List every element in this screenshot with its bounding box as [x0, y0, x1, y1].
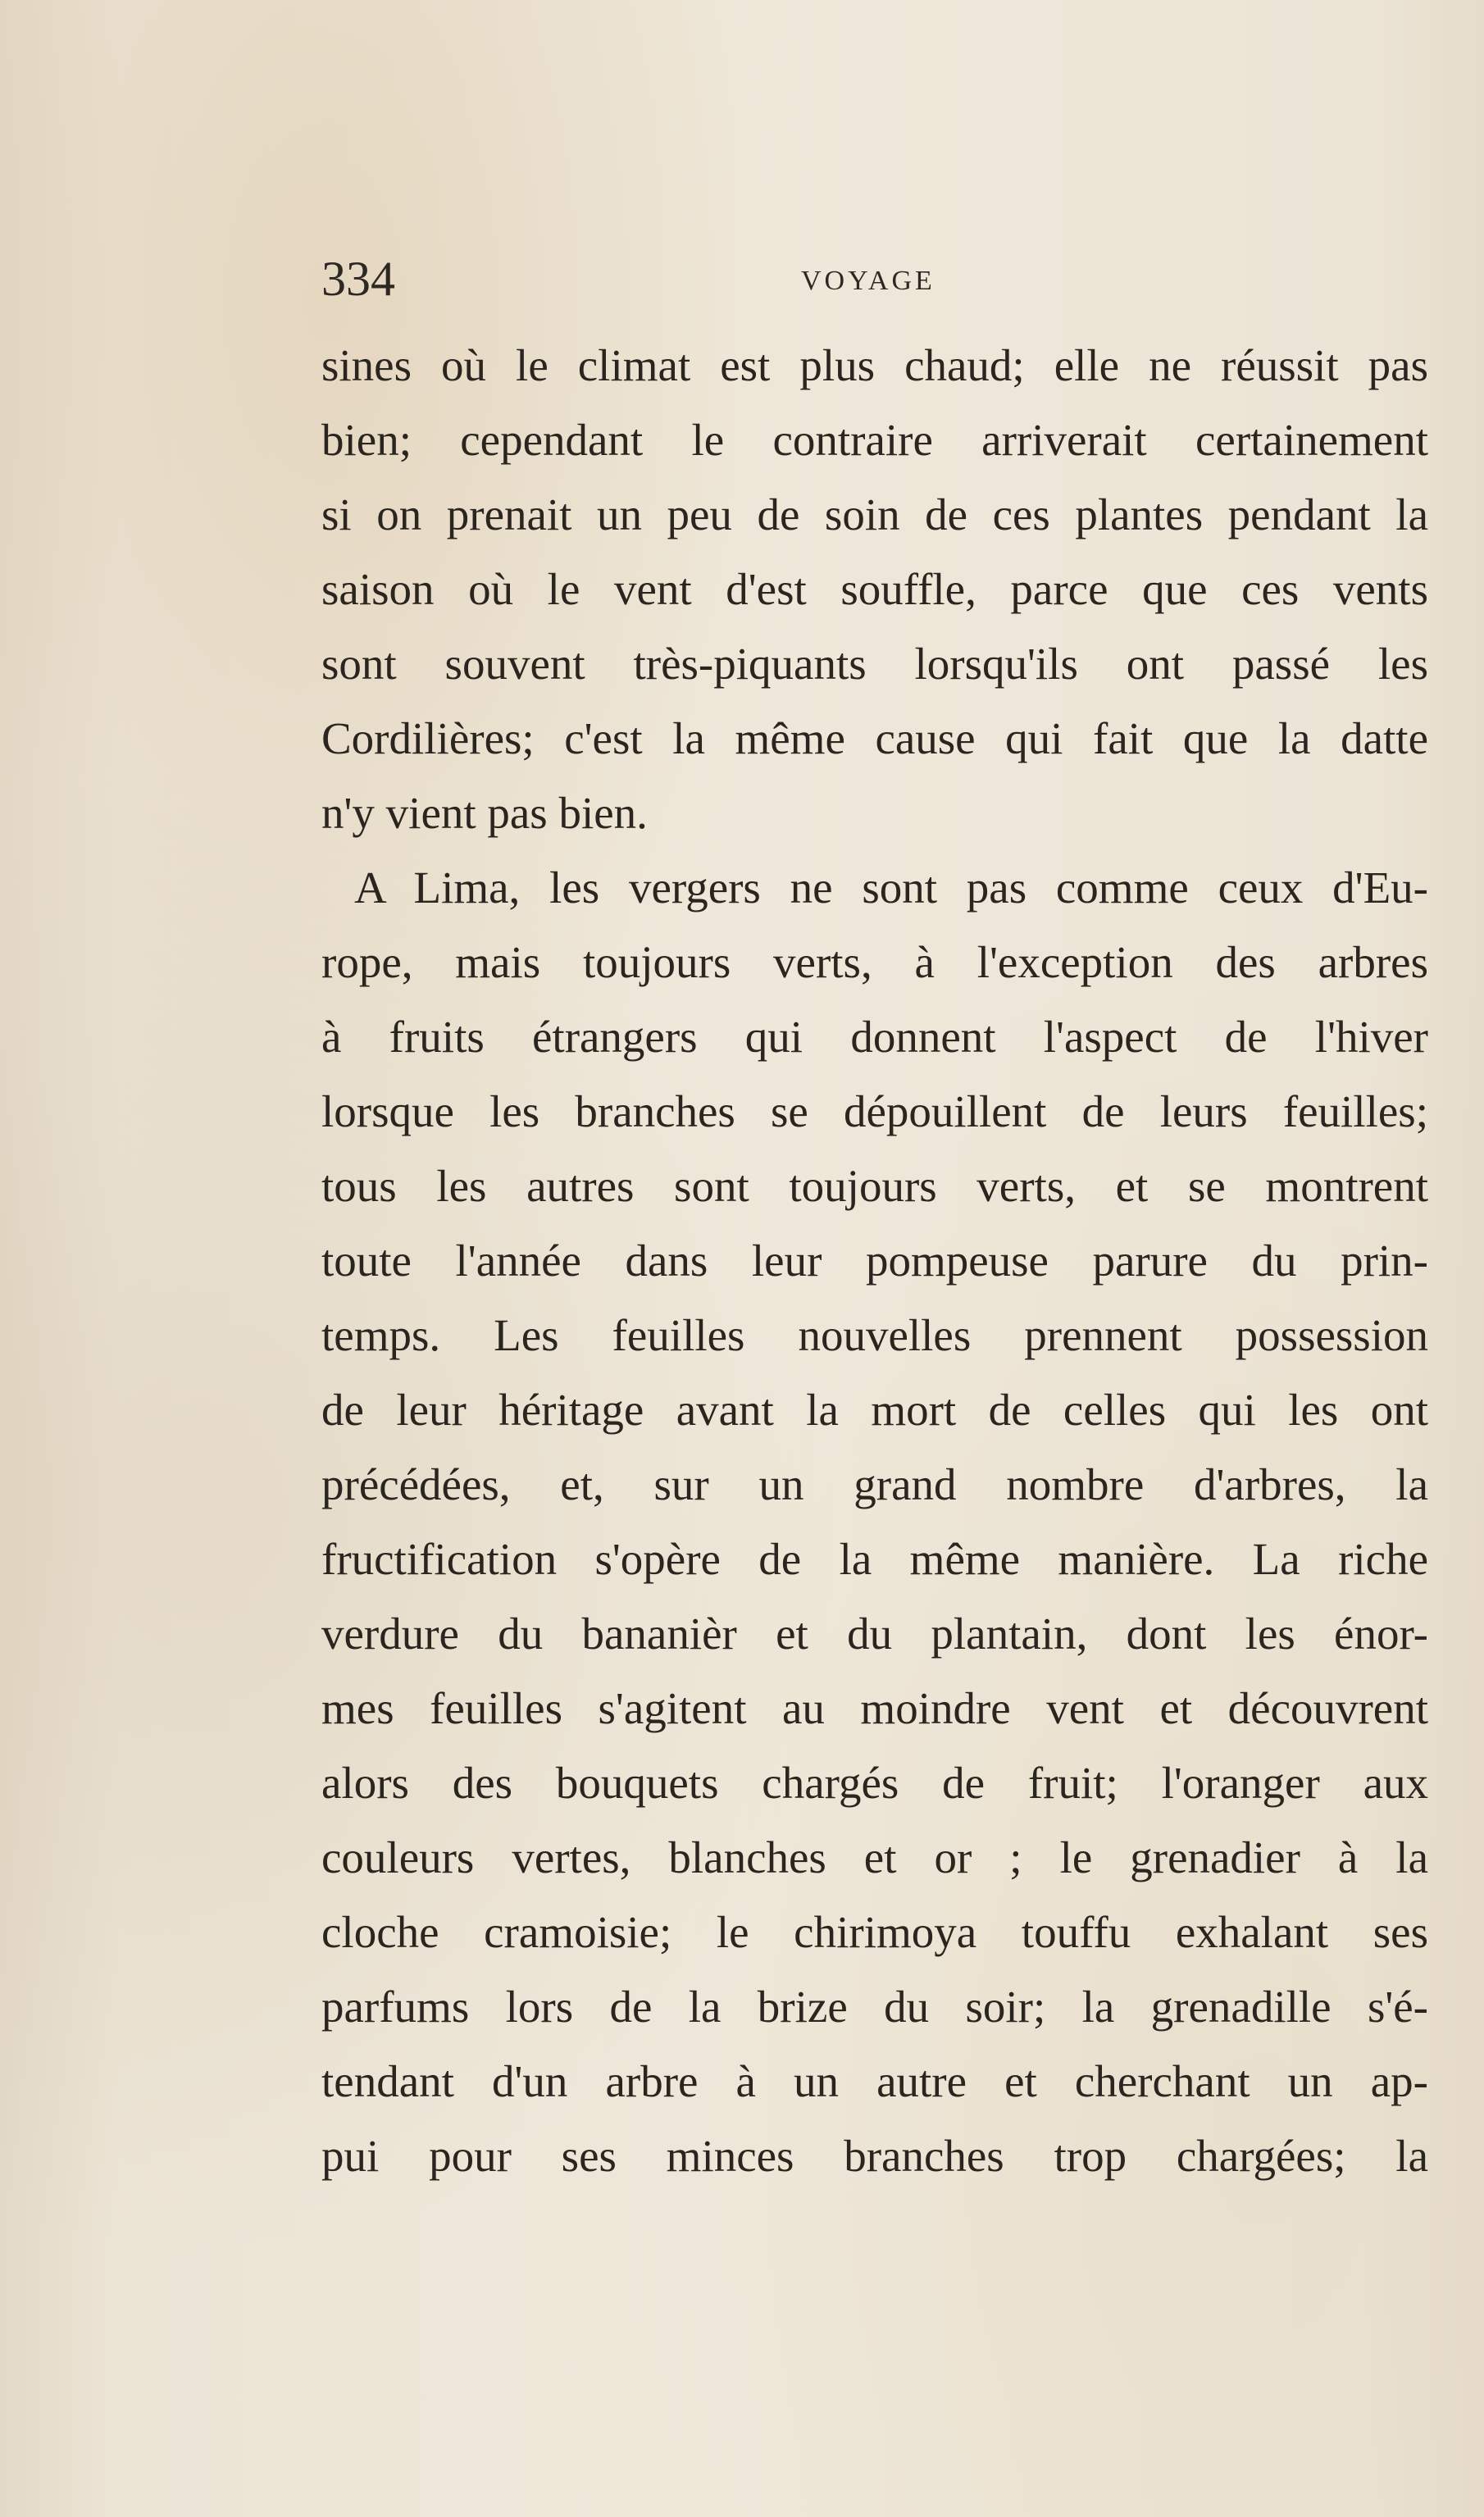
text-line: Cordilières; c'est la même cause qui fait que la datte [321, 713, 1428, 763]
text-line: cloche cramoisie; le chirimoya touffu exhalant ses [321, 1907, 1428, 1957]
text-line: sines où le climat est plus chaud; elle ne réussit pas [321, 340, 1428, 390]
running-head: VOYAGE [801, 266, 935, 296]
text-line: lorsque les branches se dépouillent de leurs feuilles; [321, 1086, 1428, 1136]
body-text [321, 328, 1428, 2193]
text-line: sont souvent très-piquants lorsqu'ils ont passé les [321, 639, 1428, 689]
text-line: tendant d'un arbre à un autre et cherchant un ap- [321, 2056, 1428, 2106]
text-line: verdure du bananièr et du plantain, dont les énor- [321, 1609, 1428, 1659]
text-line: A Lima, les vergers ne sont pas comme ceux d'Eu- [354, 863, 1428, 913]
text-line: tous les autres sont toujours verts, et se montrent [321, 1161, 1428, 1211]
text-line: saison où le vent d'est souffle, parce que ces vents [321, 564, 1428, 614]
text-line: à fruits étrangers qui donnent l'aspect de l'hiver [321, 1012, 1428, 1062]
text-line: de leur héritage avant la mort de celles qui les ont [321, 1385, 1428, 1435]
text-line: bien; cependant le contraire arriverait certainement [321, 415, 1428, 465]
text-line: précédées, et, sur un grand nombre d'arbres, la [321, 1459, 1428, 1509]
text-line: mes feuilles s'agitent au moindre vent et découvrent [321, 1683, 1428, 1733]
page-header [321, 246, 1428, 312]
text-line: temps. Les feuilles nouvelles prennent possession [321, 1310, 1428, 1360]
page-number: 334 [321, 252, 395, 306]
text-line: n'y vient pas bien. [321, 788, 648, 838]
text-line: alors des bouquets chargés de fruit; l'oranger aux [321, 1758, 1428, 1808]
text-line: si on prenait un peu de soin de ces plantes pendant la [321, 489, 1428, 539]
text-line: fructification s'opère de la même manière. La riche [321, 1534, 1428, 1584]
text-line: toute l'année dans leur pompeuse parure du prin- [321, 1236, 1428, 1286]
text-line: parfums lors de la brize du soir; la grenadille s'é- [321, 1982, 1428, 2032]
text-line: pui pour ses minces branches trop chargées; la [321, 2131, 1428, 2181]
text-line: rope, mais toujours verts, à l'exception des arbres [321, 937, 1428, 987]
text-line: couleurs vertes, blanches et or ; le grenadier à la [321, 1832, 1428, 1882]
